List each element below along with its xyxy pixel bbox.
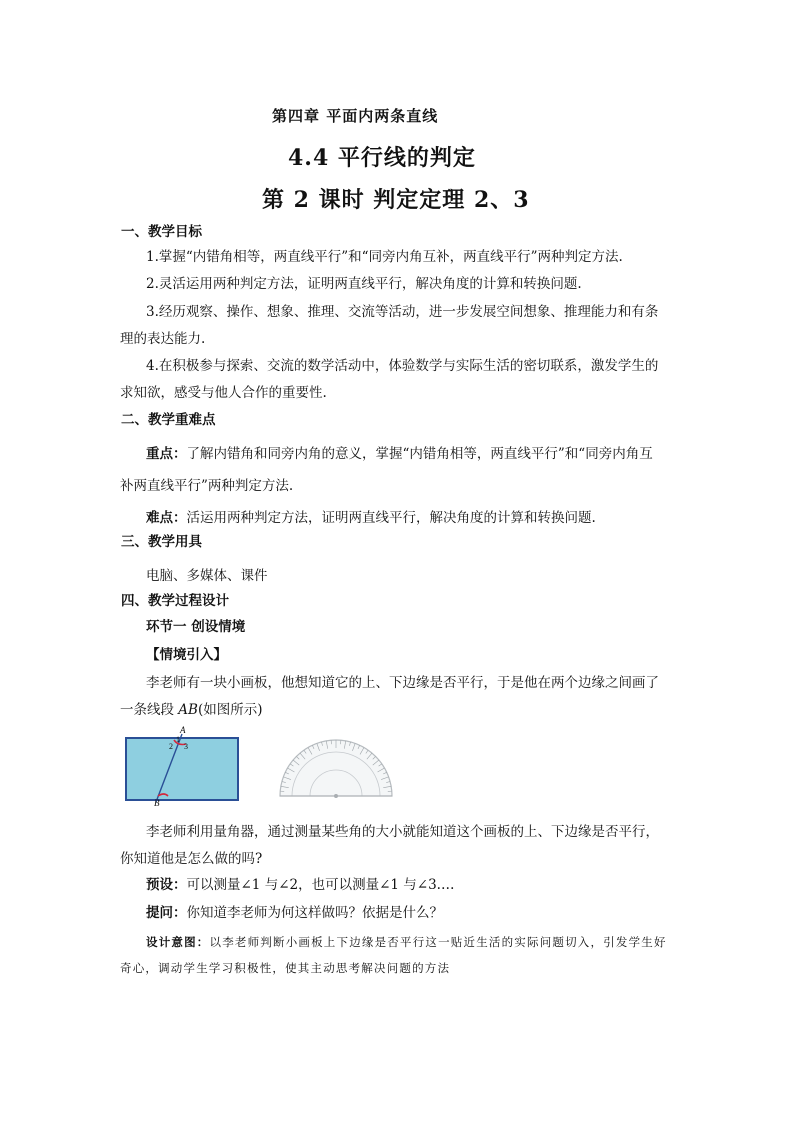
- design-intent-line-1: [146, 932, 667, 952]
- goal-3-line-1: 3.经历观察、操作、想象、推理、交流等活动，进一步发展空间想象、推理能力和有条: [146, 304, 659, 320]
- preset-line: [146, 875, 454, 895]
- design-intent-line-2: 奇心，调动学生学习积极性，使其主动思考解决问题的方法: [120, 961, 451, 975]
- scenario-line-1: 李老师有一块小画板，他想知道它的上、下边缘是否平行，于是他在两个边缘之间画了: [146, 675, 659, 691]
- tools-text: 电脑、多媒体、课件: [146, 568, 268, 584]
- question-label: 提问：: [146, 905, 187, 921]
- question-line: [146, 903, 443, 923]
- design-intent-label: 设计意图：: [146, 935, 210, 949]
- label-3: 3: [184, 742, 188, 751]
- goal-4-line-2: 求知欲，感受与他人合作的重要性.: [120, 385, 327, 401]
- key-point-line-2: 补两直线平行”两种判定方法.: [120, 478, 294, 494]
- preset-text: 可以测量∠1 与∠2，也可以测量∠1 与∠3.…: [186, 877, 455, 893]
- protractor-body: [280, 740, 392, 796]
- preset-label: 预设：: [146, 877, 187, 893]
- section-process-heading: 四、教学过程设计: [121, 593, 229, 609]
- scenario-line-2-post: (如图所示): [197, 702, 263, 718]
- difficulty-text: 活运用两种判定方法，证明两直线平行，解决角度的计算和转换问题.: [186, 510, 596, 526]
- measure-line-2: 你知道他是怎么做的吗?: [120, 851, 263, 867]
- goal-4-line-1: 4.在积极参与探索、交流的数学活动中，体验数学与实际生活的密切联系，激发学生的: [146, 358, 659, 374]
- section-goals-heading: 一、教学目标: [121, 224, 202, 240]
- segment-name: AB: [178, 702, 198, 718]
- label-b: B: [154, 798, 160, 806]
- difficulty-line: [146, 508, 596, 528]
- drawing-board: [126, 738, 238, 800]
- goal-1: 1.掌握“内错角相等，两直线平行”和“同旁内角互补，两直线平行”两种判定方法.: [146, 249, 623, 265]
- scenario-line-2-pre: 一条线段: [120, 702, 179, 718]
- question-text: 你知道李老师为何这样做吗？依据是什么？: [186, 905, 443, 921]
- lesson-title: 第 2 课时 判定定理 2、3: [262, 187, 530, 213]
- key-point-line-1: [146, 444, 653, 464]
- section-title: 4.4 平行线的判定: [288, 145, 476, 171]
- intro-heading: 【情境引入】: [146, 647, 227, 663]
- key-point-label: 重点：: [146, 446, 187, 462]
- label-a: A: [180, 726, 186, 735]
- key-point-text: 了解内错角和同旁内角的意义，掌握“内错角相等，两直线平行”和“同旁内角互: [186, 446, 653, 462]
- difficulty-label: 难点：: [146, 510, 187, 526]
- chapter-title: 第四章 平面内两条直线: [272, 107, 439, 125]
- section-key-points-heading: 二、教学重难点: [121, 412, 216, 428]
- scenario-line-2: [120, 700, 263, 720]
- design-intent-text: 以李老师判断小画板上下边缘是否平行这一贴近生活的实际问题切入，引发学生好: [209, 935, 667, 949]
- protractor-center: [334, 794, 338, 798]
- label-1: 1: [176, 735, 180, 744]
- protractor-image: [276, 736, 396, 800]
- section-tools-heading: 三、教学用具: [121, 534, 202, 550]
- goal-3-line-2: 理的表达能力.: [120, 331, 206, 347]
- goal-2: 2.灵活运用两种判定方法，证明两直线平行，解决角度的计算和转换问题.: [146, 276, 582, 292]
- label-2: 2: [169, 742, 173, 751]
- measure-line-1: 李老师利用量角器，通过测量某些角的大小就能知道这个画板的上、下边缘是否平行，: [146, 824, 659, 840]
- step-1-heading: 环节一 创设情境: [146, 619, 246, 635]
